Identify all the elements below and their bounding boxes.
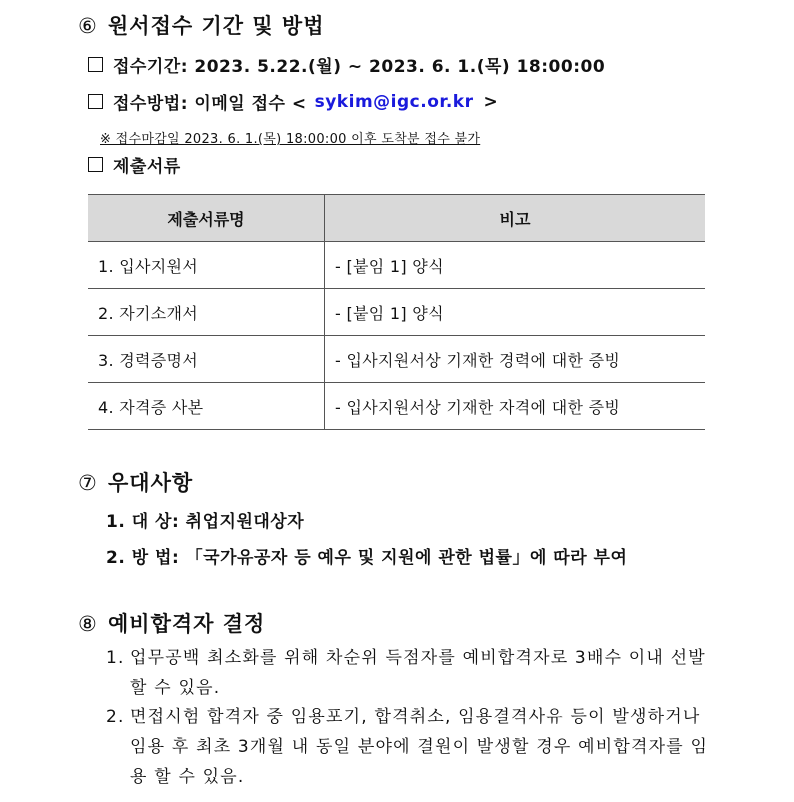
reserve-item-2-number: 2. bbox=[106, 707, 125, 727]
preference-target: 1. 대 상: 취업지원대상자 bbox=[106, 512, 305, 532]
checkbox-icon bbox=[88, 94, 103, 109]
table-cell: - 입사지원서상 기재한 경력에 대한 증빙 bbox=[325, 336, 706, 383]
section-7-title: 우대사항 bbox=[108, 471, 194, 495]
table-row bbox=[88, 336, 705, 383]
section-8-heading bbox=[78, 608, 265, 638]
reserve-item-1-text: 업무공백 최소화를 위해 차순위 득점자를 예비합격자로 3배수 이내 선발할 수 있음. bbox=[130, 648, 706, 698]
checkbox-icon bbox=[88, 157, 103, 172]
reserve-item-1 bbox=[106, 643, 720, 703]
table-cell: - 입사지원서상 기재한 자격에 대한 증빙 bbox=[325, 383, 706, 430]
deadline-note: ※ 접수마감일 2023. 6. 1.(목) 18:00:00 이후 도착분 접수 불가 bbox=[100, 132, 481, 147]
table-header-cell: 제출서류명 bbox=[88, 195, 325, 242]
email-link[interactable]: sykim@igc.or.kr bbox=[314, 91, 474, 112]
checkbox-icon bbox=[88, 57, 103, 72]
section-8-number: ⑧ bbox=[78, 612, 98, 636]
table-cell: 1. 입사지원서 bbox=[88, 242, 325, 289]
table-cell: 2. 자기소개서 bbox=[88, 289, 325, 336]
docs-item bbox=[88, 152, 181, 177]
section-6-number: ⑥ bbox=[78, 14, 98, 38]
section-6-heading bbox=[78, 10, 325, 40]
table-row bbox=[88, 383, 705, 430]
table-cell: - [붙임 1] 양식 bbox=[325, 242, 706, 289]
table-cell: - [붙임 1] 양식 bbox=[325, 289, 706, 336]
section-7-heading bbox=[78, 467, 193, 497]
method-suffix: > bbox=[483, 91, 499, 112]
reserve-item-2-text: 면접시험 합격자 중 임용포기, 합격취소, 임용결격사유 등이 발생하거나 임용 후 최초 3개월 내 동일 분야에 결원이 발생할 경우 예비합격자를 임용 할 수 있음. bbox=[130, 707, 709, 787]
documents-table bbox=[88, 194, 705, 430]
section-7-number: ⑦ bbox=[78, 471, 98, 495]
section-8-title: 예비합격자 결정 bbox=[108, 612, 266, 636]
docs-label: 제출서류 bbox=[113, 157, 181, 177]
reserve-item-1-number: 1. bbox=[106, 648, 125, 668]
method-item bbox=[88, 89, 498, 114]
period-item bbox=[88, 52, 605, 77]
preference-method: 2. 방 법: 「국가유공자 등 예우 및 지원에 관한 법률」에 따라 부여 bbox=[106, 548, 628, 568]
table-header-cell: 비고 bbox=[325, 195, 706, 242]
table-row bbox=[88, 242, 705, 289]
table-cell: 4. 자격증 사본 bbox=[88, 383, 325, 430]
method-text: 접수방법: 이메일 접수 < bbox=[113, 94, 307, 114]
reserve-item-2 bbox=[106, 702, 720, 792]
table-row bbox=[88, 289, 705, 336]
table-cell: 3. 경력증명서 bbox=[88, 336, 325, 383]
section-6-title: 원서접수 기간 및 방법 bbox=[108, 14, 325, 38]
period-text: 접수기간: 2023. 5.22.(월) ~ 2023. 6. 1.(목) 18:00:00 bbox=[113, 57, 606, 77]
table-header-row bbox=[88, 195, 705, 242]
